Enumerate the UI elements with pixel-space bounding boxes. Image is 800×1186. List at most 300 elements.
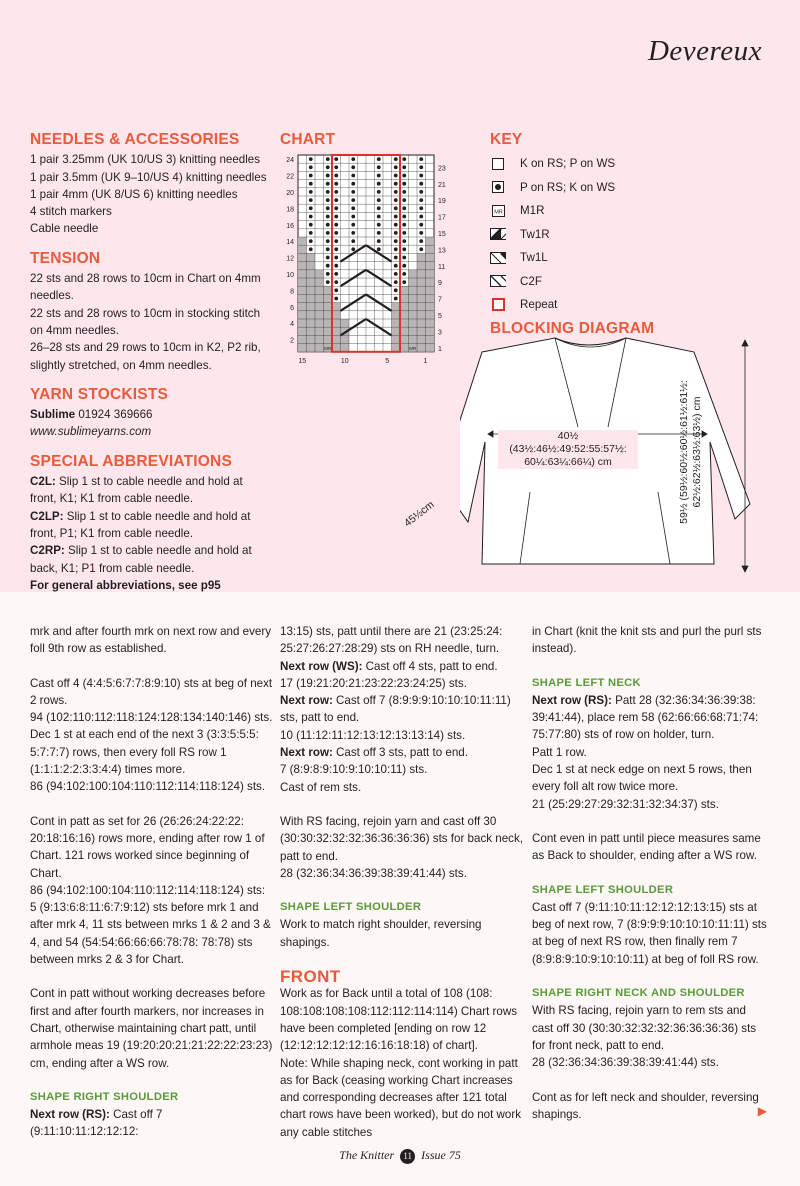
purl-dot [419,215,423,219]
purl-dot [394,272,398,276]
instruction-paragraph [532,692,768,744]
no-stitch-cell [298,286,307,294]
no-stitch-cell [417,253,426,261]
no-stitch-cell [426,294,435,302]
purl-dot [419,198,423,202]
purl-dot [326,272,330,276]
purl-dot [334,231,338,235]
purl-dot [334,157,338,161]
instruction-paragraph: Cont in patt without working decreases before first and after fourth markers, nor increases in Chart, otherwise maintaining chart patt, until armhole meas 19 (19:20:20:21:21:22:22:23:23) cm, ending after a WS row. [30,987,273,1070]
no-stitch-cell [298,311,307,319]
purl-dot [334,206,338,210]
mr-symbol-text: MR [493,209,503,216]
purl-dot [351,223,355,227]
abbr-desc: Slip 1 st to cable needle and hold at front, P1; K1 from cable needle. [30,509,251,540]
no-stitch-cell [392,319,401,327]
key-label: P on RS; K on WS [520,180,616,194]
no-stitch-cell [315,311,324,319]
purl-dot [334,215,338,219]
no-stitch-cell [298,344,307,352]
purl-dot [309,247,313,251]
purl-dot [377,247,381,251]
purl-dot [326,206,330,210]
width-line-2: 60¼:63¼:66¼) cm [524,456,612,468]
stockists-heading: YARN STOCKISTS [30,385,169,403]
no-stitch-cell [307,253,316,261]
instruction-paragraph [30,1106,274,1141]
chart-col-label: 15 [298,357,307,365]
purl-dot [351,182,355,186]
sleeve-measurement-label: 45½cm [401,498,437,530]
chart-row-label: 2 [290,337,294,345]
stockist-contact [30,406,270,423]
spacer [30,1072,274,1089]
tension-line: 22 sts and 28 rows to 10cm in Chart on 4mm needles. [30,272,261,303]
purl-dot [402,157,406,161]
instruction-paragraph: 94 (102:110:112:118:124:128:134:140:146) sts. [30,711,273,725]
subsection-heading: SHAPE LEFT NECK [532,676,641,689]
instruction-paragraph: Cont even in patt until piece measures same as Back to shoulder, ending after a WS row. [532,831,761,863]
key-item [490,176,690,200]
key-label: Repeat [520,298,558,312]
chart-row-label: 21 [438,181,446,189]
spacer [30,796,274,813]
instruction-paragraph [280,744,524,761]
purl-dot [334,247,338,251]
purl-dot [402,182,406,186]
no-stitch-cell [409,327,418,335]
chart-row-label: 15 [438,231,446,238]
no-stitch-cell [392,303,401,311]
instruction-row-label: Next row: [280,694,333,708]
needles-heading: NEEDLES & ACCESSORIES [30,131,240,148]
chart-row-label: 16 [286,222,294,230]
tw1r-icon [490,226,506,242]
instruction-text: Cast off 7 (9:11:10:11:12:12:12: [30,1108,163,1139]
purl-dot [419,182,423,186]
no-stitch-cell [426,311,435,319]
stockist-phone: 01924 369666 [78,408,153,422]
no-stitch-cell [426,278,435,286]
abbreviation-item [30,542,270,577]
purl-dot [377,223,381,227]
key-item [490,246,690,270]
purl-dot [394,206,398,210]
abbreviations-heading: SPECIAL ABBREVIATIONS [30,452,232,470]
spacer [532,865,768,882]
purl-dot [326,174,330,178]
chart-row-label: 9 [438,280,442,288]
no-stitch-cell [417,303,426,311]
no-stitch-cell [324,303,333,311]
instruction-row-label: Next row (RS): [532,693,612,707]
purl-dot [309,157,313,161]
no-stitch-cell [400,311,409,319]
purl-dot [309,215,313,219]
magazine-name: The Knitter [339,1148,395,1162]
no-stitch-cell [307,311,316,319]
purl-dot [419,206,423,210]
purl-dot [351,231,355,235]
instruction-paragraph: Work as for Back until a total of 108 (108: 108:108:108:108:112:112:114:114) Chart rows have been completed [ending on row 12 (12:12:12:12:12:16:16:18:18) of chart]. [280,987,517,1053]
purl-dot [326,215,330,219]
no-stitch-cell [400,303,409,311]
no-stitch-cell [298,270,307,278]
no-stitch-cell [315,286,324,294]
instruction-paragraph: 13:15) sts, patt until there are 21 (23:25:24: 25:27:26:27:28:29) sts on RH needle, turn. [280,625,503,656]
instruction-paragraph: mrk and after fourth mrk on next row and every foll 9th row as established. [30,625,271,656]
instruction-paragraph [280,692,524,727]
chart-row-label: 19 [438,198,446,206]
spacer [30,658,274,675]
abbr-desc: Slip 1 st to cable needle and hold at back, K1; P1 from cable needle. [30,544,252,575]
mr-marker: MR [324,345,332,351]
spacer [280,796,524,813]
no-stitch-cell [332,303,341,311]
chart-row-label: 17 [438,214,446,222]
purl-dot [326,223,330,227]
chart-row-label: 24 [286,157,294,165]
purl-dot [309,174,313,178]
spacer [532,658,768,675]
instruction-paragraph [280,658,524,675]
left-info-column [30,131,270,606]
no-stitch-cell [324,327,333,335]
no-stitch-cell [315,327,324,335]
no-stitch-cell [409,294,418,302]
chart-col-label: 5 [385,357,390,365]
purl-dot [377,182,381,186]
purl-dot [326,182,330,186]
chart-col-label: 10 [340,357,349,365]
purl-dot [334,272,338,276]
instruction-paragraph: With RS facing, rejoin yarn and cast off 30 (30:30:32:32:32:36:36:36:36) sts for back neck, patt to end. [280,814,523,863]
no-stitch-cell [417,286,426,294]
c2f-icon [490,273,506,289]
stockists-section [30,386,270,441]
purl-dot [402,198,406,202]
no-stitch-cell [298,335,307,343]
instruction-paragraph: Work to match right shoulder, reversing shapings. [280,918,482,949]
key-item [490,270,690,294]
chart-row-label: 23 [438,165,446,173]
purl-dot [326,239,330,243]
purl-dot [394,256,398,260]
abbr-term: C2L: [30,475,56,489]
spacer [280,951,524,968]
no-stitch-cell [417,327,426,335]
no-stitch-cell [341,319,350,327]
no-stitch-cell [400,286,409,294]
purl-dot [402,223,406,227]
key-item [490,293,690,317]
no-stitch-cell [298,262,307,270]
instruction-row-label: Next row: [280,746,333,760]
chart-col-label: 1 [423,357,428,365]
instruction-paragraph: 28 (32:36:34:36:39:38:39:41:44) sts. [280,866,467,880]
body-column-3 [532,623,768,1123]
purl-dot [351,165,355,169]
purl-dot [334,297,338,301]
purl-dot [394,165,398,169]
instruction-row-label: Next row (RS): [30,1108,110,1122]
chart-row-label: 1 [438,345,442,353]
no-stitch-cell [332,335,341,343]
purl-dot [394,190,398,194]
no-stitch-cell [409,303,418,311]
instruction-paragraph: 86 (94:102:100:104:110:112:114:118:124) sts: 5 (9:13:6:8:11:6:7:9:12) sts before mrk 1 and after mrk 4, 11 sts between mrks 1 & 2 and 3 & 4, and 54 (54:54:66:66:66:78:78: 78:78) sts between mrks 2 & 3 for Chart. [30,883,271,967]
purl-dot [334,256,338,260]
purl-dot [394,223,398,227]
no-stitch-cell [324,286,333,294]
no-stitch-cell [400,294,409,302]
no-stitch-cell [307,262,316,270]
purl-dot [334,174,338,178]
purl-dot [402,190,406,194]
no-stitch-cell [307,270,316,278]
purl-dot [394,182,398,186]
no-stitch-cell [409,286,418,294]
stitch-chart [280,152,460,390]
purl-dot [377,157,381,161]
instruction-paragraph: 86 (94:102:100:104:110:112:114:118:124) sts. [30,780,266,794]
chart-row-label: 12 [286,255,294,263]
purl-dot [394,247,398,251]
purl-dot [326,264,330,268]
chart-row-label: 13 [438,247,446,255]
purl-dot [377,165,381,169]
purl-dot [334,190,338,194]
key-item [490,152,690,176]
no-stitch-cell [417,319,426,327]
chart-row-label: 18 [286,206,294,214]
no-stitch-cell [298,245,307,253]
no-stitch-cell [315,294,324,302]
no-stitch-cell [426,253,435,261]
instruction-paragraph: 7 (8:9:8:9:10:9:10:10:11) sts. [280,763,428,777]
purl-dot [334,182,338,186]
purl-dot [419,239,423,243]
key-section [490,131,690,317]
no-stitch-cell [324,335,333,343]
instruction-paragraph: Patt 1 row. [532,745,587,759]
instruction-text: Cast off 4 sts, patt to end. [362,659,498,673]
tension-line: 26–28 sts and 29 rows to 10cm in K2, P2 rib, slightly stretched, on 4mm needles. [30,341,261,372]
purl-dot [419,223,423,227]
purl-dot [309,223,313,227]
purl-dot [419,231,423,235]
stockist-brand: Sublime [30,408,76,422]
purl-dot [419,174,423,178]
purl-dot [326,190,330,194]
key-label: C2F [520,274,542,288]
purl-dot [309,206,313,210]
needles-line: 4 stitch markers [30,205,112,219]
no-stitch-cell [307,344,316,352]
subsection-heading: SHAPE RIGHT SHOULDER [30,1090,179,1103]
purl-dot [351,198,355,202]
no-stitch-cell [315,270,324,278]
instruction-paragraph: Note: While shaping neck, cont working in patt as for Back (ceasing working Chart increases and corresponding decreases after 121 total chart rows have been worked), but do not work any cable stitches [280,1056,522,1139]
height-line-1: 59½ (59½:60½:60½:61½:61½: [678,380,690,524]
no-stitch-cell [417,294,426,302]
instruction-paragraph: Cast off 4 (4:4:5:6:7:7:8:9:10) sts at beg of next 2 rows. [30,676,273,707]
purl-dot [377,215,381,219]
no-stitch-cell [341,335,350,343]
abbreviation-item [30,508,270,543]
purl-dot [377,174,381,178]
no-stitch-cell [426,270,435,278]
no-stitch-cell [426,303,435,311]
no-stitch-cell [307,327,316,335]
purl-dot [394,198,398,202]
purl-dot [309,182,313,186]
no-stitch-cell [409,270,418,278]
needles-line: Cable needle [30,222,99,236]
arrow-head [742,566,748,572]
tension-heading: TENSION [30,249,101,267]
instruction-paragraph: Cast of rem sts. [280,780,362,794]
no-stitch-cell [417,278,426,286]
spacer [532,968,768,985]
key-label: Tw1L [520,251,548,265]
arrow-head [742,340,748,346]
page-title: Devereux [647,35,762,67]
needles-section [30,131,270,238]
instruction-paragraph: Cast off 7 (9:11:10:11:12:12:12:13:15) sts at beg of next row, 7 (8:9:9:9:10:10:10:11:11) sts at beg of next RS row, then finally rem 7 (8:9:8:9:10:9:10:10:11) at beg of foll RS row. [532,900,767,966]
purl-dot [419,157,423,161]
chart-heading: CHART [280,131,336,148]
no-stitch-cell [332,327,341,335]
no-stitch-cell [409,319,418,327]
purl-dot [334,239,338,243]
chart-row-label: 6 [290,304,294,312]
no-stitch-cell [417,262,426,270]
no-stitch-cell [315,303,324,311]
no-stitch-cell [426,335,435,343]
no-stitch-cell [426,262,435,270]
purl-dot [309,190,313,194]
purl-dot [419,247,423,251]
purl-dot [351,174,355,178]
purl-dot [402,174,406,178]
width-measurement-label [498,430,638,469]
purl-dot [402,264,406,268]
purl-dot [351,247,355,251]
purl-dot [326,280,330,284]
no-stitch-cell [426,245,435,253]
no-stitch-cell [392,311,401,319]
key-heading: KEY [490,131,523,148]
no-stitch-cell [409,335,418,343]
height-line-2: 62½:62½:63½:63½) cm [691,396,703,508]
no-stitch-cell [315,344,324,352]
no-stitch-cell [417,270,426,278]
no-stitch-cell [307,294,316,302]
dot-square-icon [490,179,506,195]
body-column-2 [280,623,524,1141]
no-stitch-cell [392,335,401,343]
purl-dot [334,280,338,284]
no-stitch-cell [409,278,418,286]
spacer [532,1072,768,1089]
purl-dot [402,215,406,219]
purl-dot [394,215,398,219]
no-stitch-cell [332,344,341,352]
blank-square-icon [490,156,506,172]
key-label: K on RS; P on WS [520,157,616,171]
purl-dot [394,157,398,161]
purl-dot [334,264,338,268]
abbreviation-item [30,473,270,508]
instruction-text: Patt 28 (32:36:34:36:39:38: 39:41:44), place rem 58 (62:66:66:68:71:74: 75:77:80) sts of row on holder, turn. [532,693,759,742]
purl-dot [326,231,330,235]
instruction-paragraph: Dec 1 st at neck edge on next 5 rows, then every foll alt row twice more. [532,763,752,794]
no-stitch-cell [426,237,435,245]
purl-dot [309,165,313,169]
purl-dot [326,157,330,161]
purl-dot [377,198,381,202]
no-stitch-cell [426,319,435,327]
no-stitch-cell [307,278,316,286]
instruction-row-label: Next row (WS): [280,659,363,673]
chart-section [280,131,460,390]
chart-row-label: 22 [286,173,294,181]
no-stitch-cell [315,319,324,327]
purl-dot [351,206,355,210]
repeat-box-icon [490,297,506,313]
body-column-1 [30,623,274,1141]
purl-dot [402,165,406,169]
key-item [490,199,690,223]
chart-row-label: 20 [286,190,294,197]
purl-dot [394,239,398,243]
no-stitch-cell [324,311,333,319]
purl-dot [402,206,406,210]
no-stitch-cell [298,237,307,245]
spacer [532,813,768,830]
blocking-heading: BLOCKING DIAGRAM [490,320,655,337]
purl-dot [334,165,338,169]
instruction-text: Cast off 7 (8:9:9:9:10:10:10:11:11) sts, patt to end. [280,694,511,725]
purl-dot [351,239,355,243]
purl-dot [394,231,398,235]
no-stitch-cell [392,327,401,335]
no-stitch-cell [298,319,307,327]
no-stitch-cell [315,335,324,343]
purl-dot [326,247,330,251]
purl-dot [402,247,406,251]
no-stitch-cell [332,311,341,319]
no-stitch-cell [307,335,316,343]
mr-square-icon [490,203,506,219]
spacer [30,968,274,985]
purl-dot [326,198,330,202]
instruction-paragraph: With RS facing, rejoin yarn to rem sts and cast off 30 (30:30:32:32:32:36:36:36:36) sts for front neck, patt to end. [532,1004,757,1052]
purl-dot [419,165,423,169]
purl-dot [334,223,338,227]
chart-row-label: 7 [438,296,442,304]
instruction-paragraph: Cont as for left neck and shoulder, reversing shapings. [532,1090,759,1121]
abbr-term: C2LP: [30,509,64,523]
stockist-website[interactable]: www.sublimeyarns.com [30,425,152,439]
purl-dot [377,231,381,235]
purl-dot [377,206,381,210]
purl-dot [394,297,398,301]
needles-line: 1 pair 4mm (UK 8/US 6) knitting needles [30,187,238,201]
purl-dot [402,256,406,260]
spacer [280,882,524,899]
